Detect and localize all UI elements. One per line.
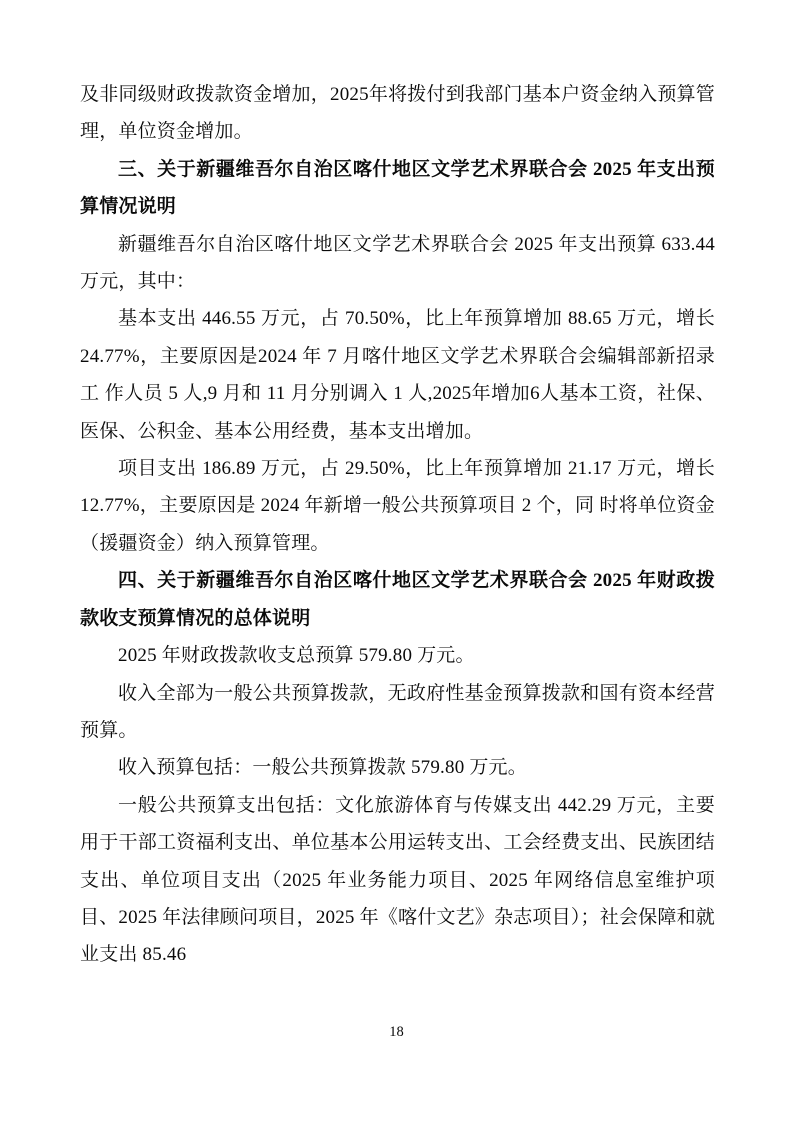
page-number: 18 [389,1024,404,1040]
section-heading-3: 三、关于新疆维吾尔自治区喀什地区文学艺术界联合会 2025 年支出预算情况说明 [80,158,715,218]
paragraph-continuation: 及非同级财政拨款资金增加，2025年将拨付到我部门基本户资金纳入预算管理，单位资金增加。 [80,84,715,143]
paragraph-public-budget-expenditure: 一般公共预算支出包括：文化旅游体育与传媒支出 442.29 万元，主要用于干部工资福利支出、单位基本公用运转支出、工会经费支出、民族团结支出、单位项目支出（2025 年业务能力项目、2025 年网络信息室维护项目、2025 年法律顾问项目，2025 年《喀什文艺》杂志项目）；社会保障和就业支出 85.46 [80,794,715,966]
document-body [80,76,715,974]
paragraph-fiscal-total: 2025 年财政拨款收支总预算 579.80 万元。 [118,645,475,667]
paragraph-income-source: 收入全部为一般公共预算拨款，无政府性基金预算拨款和国有资本经营预算。 [80,682,715,741]
paragraph-basic-expenditure: 基本支出 446.55 万元，占 70.50%，比上年预算增加 88.65 万元，增长 24.77%，主要原因是2024 年 7 月喀什地区文学艺术界联合会编辑部新招录工 作人员 5 人,9 月和 11 月分别调入 1 人,2025年增加6人基本工资，社保、医保、公积金、基本公用经费，基本支出增加。 [80,308,715,442]
paragraph-expenditure-total: 新疆维吾尔自治区喀什地区文学艺术界联合会 2025 年支出预算 633.44 万元，其中： [80,233,715,293]
section-heading-4: 四、关于新疆维吾尔自治区喀什地区文学艺术界联合会 2025 年财政拨款收支预算情况的总体说明 [80,570,715,629]
paragraph-project-expenditure: 项目支出 186.89 万元，占 29.50%，比上年预算增加 21.17 万元，增长 12.77%，主要原因是 2024 年新增一般公共预算项目 2 个，同 时将单位资金（援疆资金）纳入预算管理。 [80,458,715,554]
paragraph-income-budget: 收入预算包括：一般公共预算拨款 579.80 万元。 [118,757,527,779]
